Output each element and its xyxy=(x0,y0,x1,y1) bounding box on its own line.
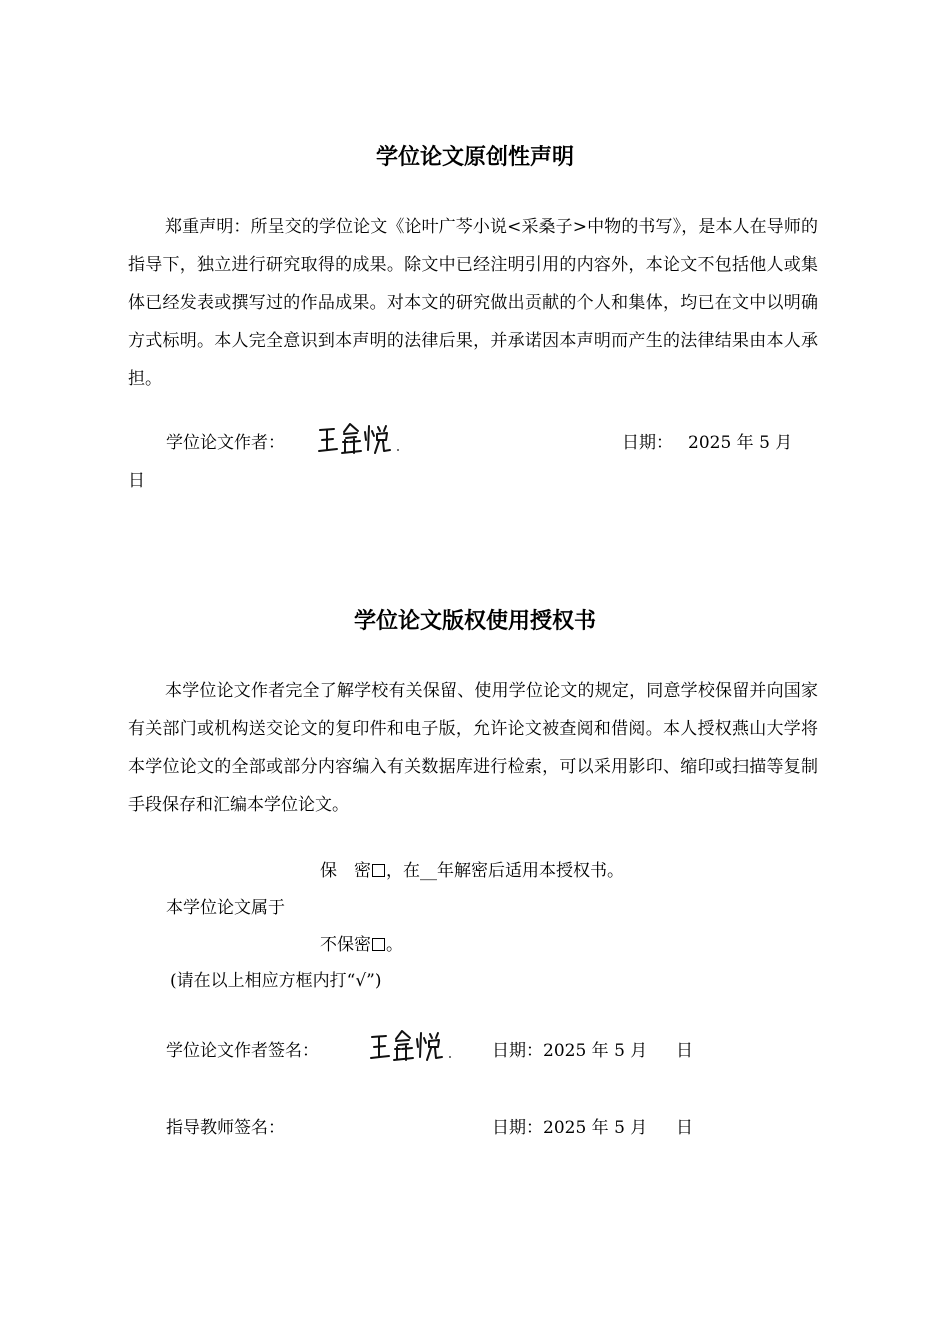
author-sign-label: 学位论文作者签名： xyxy=(166,1041,319,1061)
checkbox-instruction: (请在以上相应方框内打“√”) xyxy=(170,971,382,991)
nonsecret-option-label: 不保密 xyxy=(320,935,371,955)
authorization-body: 本学位论文作者完全了解学校有关保留、使用学位论文的规定，同意学校保留并向国家有关部门或机构送交论文的复印件和电子版，允许论文被查阅和借阅。本人授权燕山大学将本学位论文的全部或部分内容编入有关数据库进行检索，可以采用影印、缩印或扫描等复制手段保存和汇编本学位论文。 xyxy=(128,681,818,815)
secret-option-label: 保 密 xyxy=(320,861,371,881)
secret-option xyxy=(320,856,624,881)
secret-option-suffix: ，在__年解密后适用本授权书。 xyxy=(386,861,624,881)
declaration-title: 学位论文原创性声明 xyxy=(375,145,574,170)
declaration-date-day: 日 xyxy=(128,471,145,491)
declaration-body: 郑重声明：所呈交的学位论文《论叶广芩小说<采桑子>中物的书写》，是本人在导师的指导下，独立进行研究取得的成果。除文中已经注明引用的内容外，本论文不包括他人或集体已经发表或撰写过的作品成果。对本文的研究做出贡献的个人和集体，均已在文中以明确方式标明。本人完全意识到本声明的法律后果，并承诺因本声明而产生的法律结果由本人承担。 xyxy=(128,217,818,389)
declaration-author-label: 学位论文作者： xyxy=(166,433,285,453)
nonsecret-option xyxy=(320,930,403,955)
nonsecret-checkbox[interactable] xyxy=(372,938,385,951)
advisor-sign-day: 日 xyxy=(676,1118,693,1138)
declaration-date-label: 日期： xyxy=(622,433,673,453)
secret-checkbox[interactable] xyxy=(372,864,385,877)
author-signature-image xyxy=(316,420,406,458)
advisor-sign-date: 日期：2025 年 5 月 xyxy=(492,1118,648,1138)
nonsecret-option-suffix: 。 xyxy=(386,935,403,955)
belongs-label: 本学位论文属于 xyxy=(166,898,285,918)
declaration-date-value: 2025 年 5 月 xyxy=(688,433,793,453)
advisor-sign-label: 指导教师签名： xyxy=(166,1118,285,1138)
author-sign-day: 日 xyxy=(676,1041,693,1061)
author-signature-image-2 xyxy=(368,1026,458,1066)
author-sign-date: 日期：2025 年 5 月 xyxy=(492,1041,648,1061)
authorization-title: 学位论文版权使用授权书 xyxy=(353,609,596,634)
